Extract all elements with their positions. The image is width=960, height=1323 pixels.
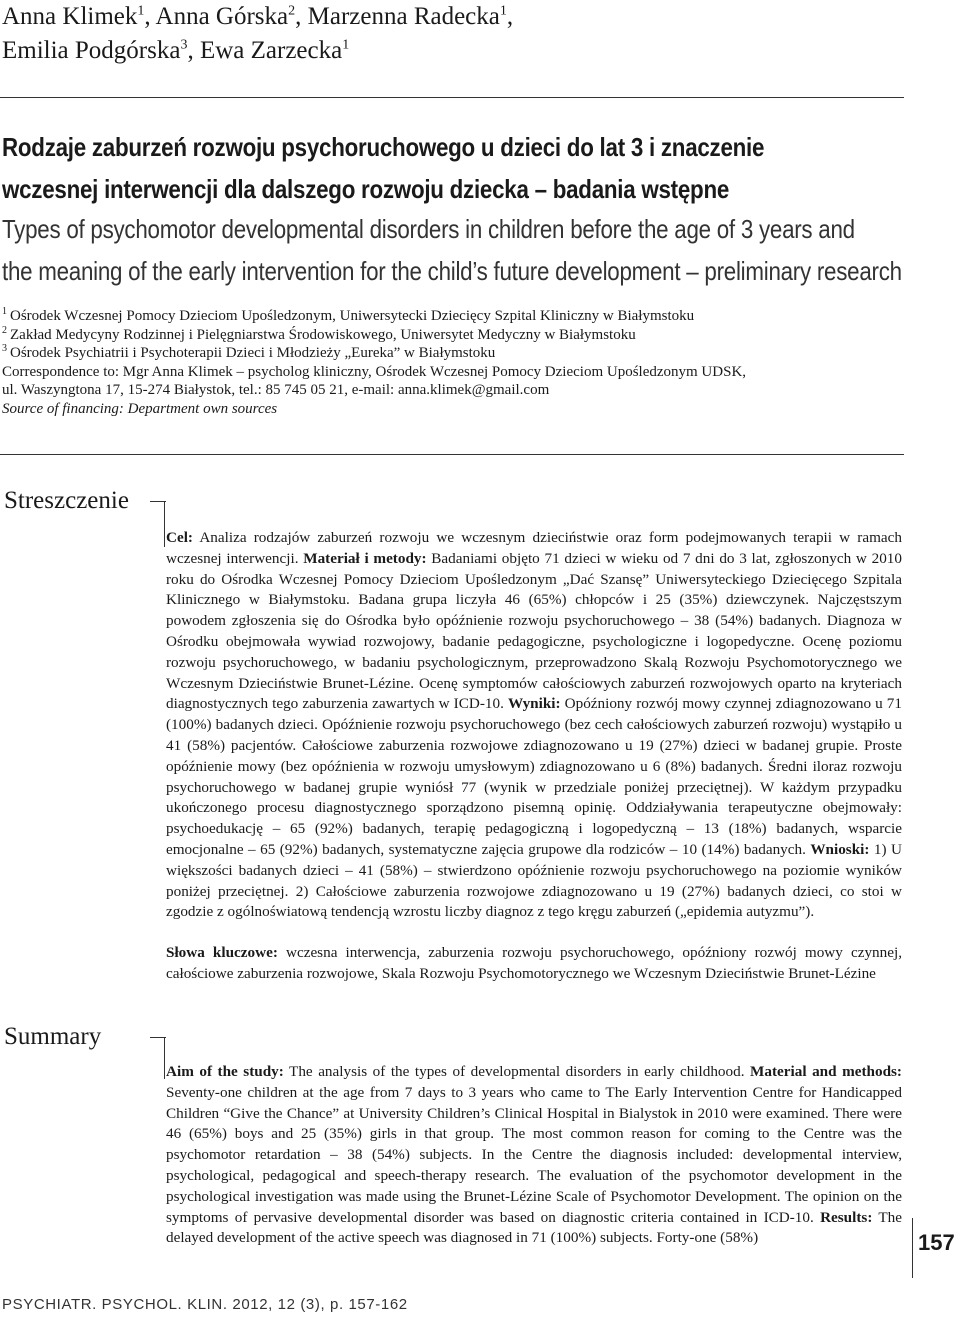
streszczenie-bracket (164, 501, 165, 547)
abstract-text: The delayed development of the active speech was diagnosed in 71 (100%) subjects. Forty-one (58%) (166, 1208, 902, 1247)
streszczenie-heading: Streszczenie (4, 487, 129, 514)
abstract-text: Badaniami objęto 71 dzieci w wieku od 7 dni do 3 lat, zgłoszonych w 2010 roku do Ośrodka Wczesnej Pomocy Dzieciom Upośledzonym „Dać Szansę” Uniwersyteckiego Dziecięcego Szpitala Klinicznego w Białymstoku. Badana grupa liczyła 46 (65%) chłopców i 25 (35%) dziewczynek. Najczęstszym powodem zgłoszenia się do Ośrodka było opóźnienie rozwoju psychoruchowego – 38 (54%) badanych. Diagnoza w Ośrodku obejmowała wywiad rozwojowy, badanie pedagogiczne, psychologiczne i logopedyczne. Ocenę poziomu rozwoju psychoruchowego, w badaniu psychologicznym, przeprowadzono Skalą Rozwoju Psychomotorycznego we Wczesnym Dzieciństwie Brunet-Lézine. Ocenę symptomów całościowych zaburzeń rozwojowych oparto na kryteriach diagnostycznych tego zaburzenia zawartych w ICD-10. (166, 549, 902, 713)
section-label: Wyniki: (507, 695, 561, 713)
title-pl-line: wczesnej interwencji dla dalszego rozwoju dziecka – badania wstępne (2, 174, 730, 204)
title-pl-line: Rodzaje zaburzeń rozwoju psychoruchowego u dzieci do lat 3 i znaczenie (2, 132, 765, 162)
summary-body (166, 1062, 902, 1249)
author-name: , (506, 3, 514, 30)
title-en-line: the meaning of the early intervention for the child’s future development – preliminary research (2, 256, 902, 286)
journal-footer: PSYCHIATR. PSYCHOL. KLIN. 2012, 12 (3), p. 157-162 (2, 1296, 408, 1313)
authors-line-2 (2, 34, 942, 68)
financing-source: Source of financing: Department own sources (2, 400, 278, 417)
title-polish (2, 126, 948, 210)
section-label: Materiał i metody: (303, 549, 427, 567)
streszczenie-body (166, 528, 902, 985)
abstract-text: 1) U większości badanych dzieci – 41 (58%) – stwierdzono opóźnienie rozwoju psychoruchowego na poziomie wyników poniżej przeciętnej. 2) Całościowe zaburzenia rozwojowe zdiagnozowano u 19 (27%) badanych dzieci, co stoi w zgodzie z ogólnoświatową tendencją wzrostu liczby diagnoz z tego kręgu zaburzeń („epidemia autyzmu”). (166, 840, 902, 921)
streszczenie-text (166, 528, 902, 923)
author-affiliation-mark: 1 (342, 37, 350, 53)
abstract-text: Opóźniony rozwój mowy czynnej zdiagnozowano u 71 (100%) badanych dzieci. Opóźnienie rozwoju psychoruchowego (bez cech całościowych zaburzeń rozwoju) wystąpiło u 41 (58%) pacjentów. Całościowe zaburzenia rozwojowe zdiagnozowano u 19 (27%) dzieci w badanej grupie. Proste opóźnienie mowy (bez opóźnienia w rozwoju umysłowym) zdiagnozowano u 6 (8%) badanych. Średni iloraz rozwoju psychoruchowego w badanej grupie wyniósł 77 (wynik w przedziale poniżej przeciętnej). W każdym przypadku ukończonego procesu diagnostycznego sporządzono pisemną opinię. Oddziaływania terapeutyczne obejmowały: psychoedukację – 65 (92%) badanych, terapię pedagogiczną i logopedyczną – 13 (18%) badanych, wsparcie emocjonalne – 65 (92%) badanych, systematyczne zajęcia grupowe dla rodziców – 10 (14%) badanych. (166, 695, 902, 858)
section-label: Results: (820, 1208, 873, 1226)
author-affiliation-mark: 1 (137, 3, 145, 19)
affiliations (2, 307, 942, 418)
author-name: Anna Klimek (2, 3, 138, 30)
section-label: Cel: (166, 529, 193, 546)
author-name: Emilia Podgórska (2, 37, 181, 64)
abstract-text: Analiza rodzajów zaburzeń rozwoju we wczesnym dzieciństwie oraz form podejmowanych terapii w ramach wczesnej interwencji. (166, 529, 902, 567)
correspondence-line: Correspondence to: Mgr Anna Klimek – psycholog kliniczny, Ośrodek Wczesnej Pomocy Dzieciom Upośledzonym UDSK, (2, 363, 747, 380)
summary-heading: Summary (4, 1023, 102, 1050)
section-label: Wnioski: (810, 840, 870, 858)
affiliation-3: $^3$ Ośrodek Psychiatrii i Psychoterapii Dzieci i Młodzieży „Eureka” w Białymstoku (2, 343, 496, 361)
top-rule (0, 97, 904, 98)
affiliation-1: $^1$ Ośrodek Wczesnej Pomocy Dzieciom Upośledzonym, Uniwersytecki Dziecięcy Szpital Kliniczny w Białymstoku (2, 306, 695, 324)
abstract-text: The analysis of the types of developmental disorders in early childhood. (283, 1063, 751, 1080)
author-name: , Anna Górska (144, 3, 289, 30)
section-label: Material and methods: (750, 1063, 902, 1080)
summary-text (166, 1062, 902, 1249)
author-name: , Ewa Zarzecka (187, 37, 343, 64)
author-affiliation-mark: 1 (499, 3, 507, 19)
summary-bracket (164, 1037, 165, 1079)
affiliation-2: $^2$ Zakład Medycyny Rodzinnej i Pielęgniarstwa Środowiskowego, Uniwersytet Medyczny w Białymstoku (2, 324, 636, 343)
abstract-text: Seventy-one children at the age from 7 days to 3 years who came to The Early Intervention Centre for Handicapped Children “Give the Chance” at University Children’s Clinical Hospital in Bialystok in 2010 were examined. There were 46 (65%) boys and 25 (35%) girls in that group. The most common reason for coming to the Centre was the psychomotor retardation – 38 (54%) subjects. In the Centre the diagnosis included: developmental interview, psychological, pedagogical and speech-therapy research. The evaluation of the psychomotor development in the psychological investigation was made using the Brunet-Lézine Scale of Psychomotor Development. The opinion on the symptoms of pervasive developmental disorder was based on diagnostic criteria contained in ICD-10. (166, 1083, 902, 1226)
title-english (2, 208, 957, 292)
author-name: , Marzenna Radecka (295, 3, 500, 30)
author-affiliation-mark: 3 (180, 37, 188, 53)
title-en-line: Types of psychomotor developmental disorders in children before the age of 3 years and (2, 214, 855, 244)
section-label: Aim of the study: (166, 1063, 284, 1080)
page-number-bracket (912, 1218, 913, 1278)
correspondence-line: ul. Waszyngtona 17, 15-274 Białystok, tel.: 85 745 05 21, e-mail: anna.klimek@gmail.com (2, 382, 550, 398)
mid-rule (0, 454, 904, 455)
authors (2, 0, 942, 68)
keywords: Słowa kluczowe: wczesna interwencja, zaburzenia rozwoju psychoruchowego, opóźniony rozwój mowy czynnej, całościowe zaburzenia rozwojowe, Skala Rozwoju Psychomotorycznego we Wczesnym Dzieciństwie Brunet-Lézine (166, 944, 902, 982)
page-number: 157 (918, 1230, 955, 1255)
authors-line-1 (2, 0, 942, 34)
author-affiliation-mark: 2 (288, 3, 296, 19)
